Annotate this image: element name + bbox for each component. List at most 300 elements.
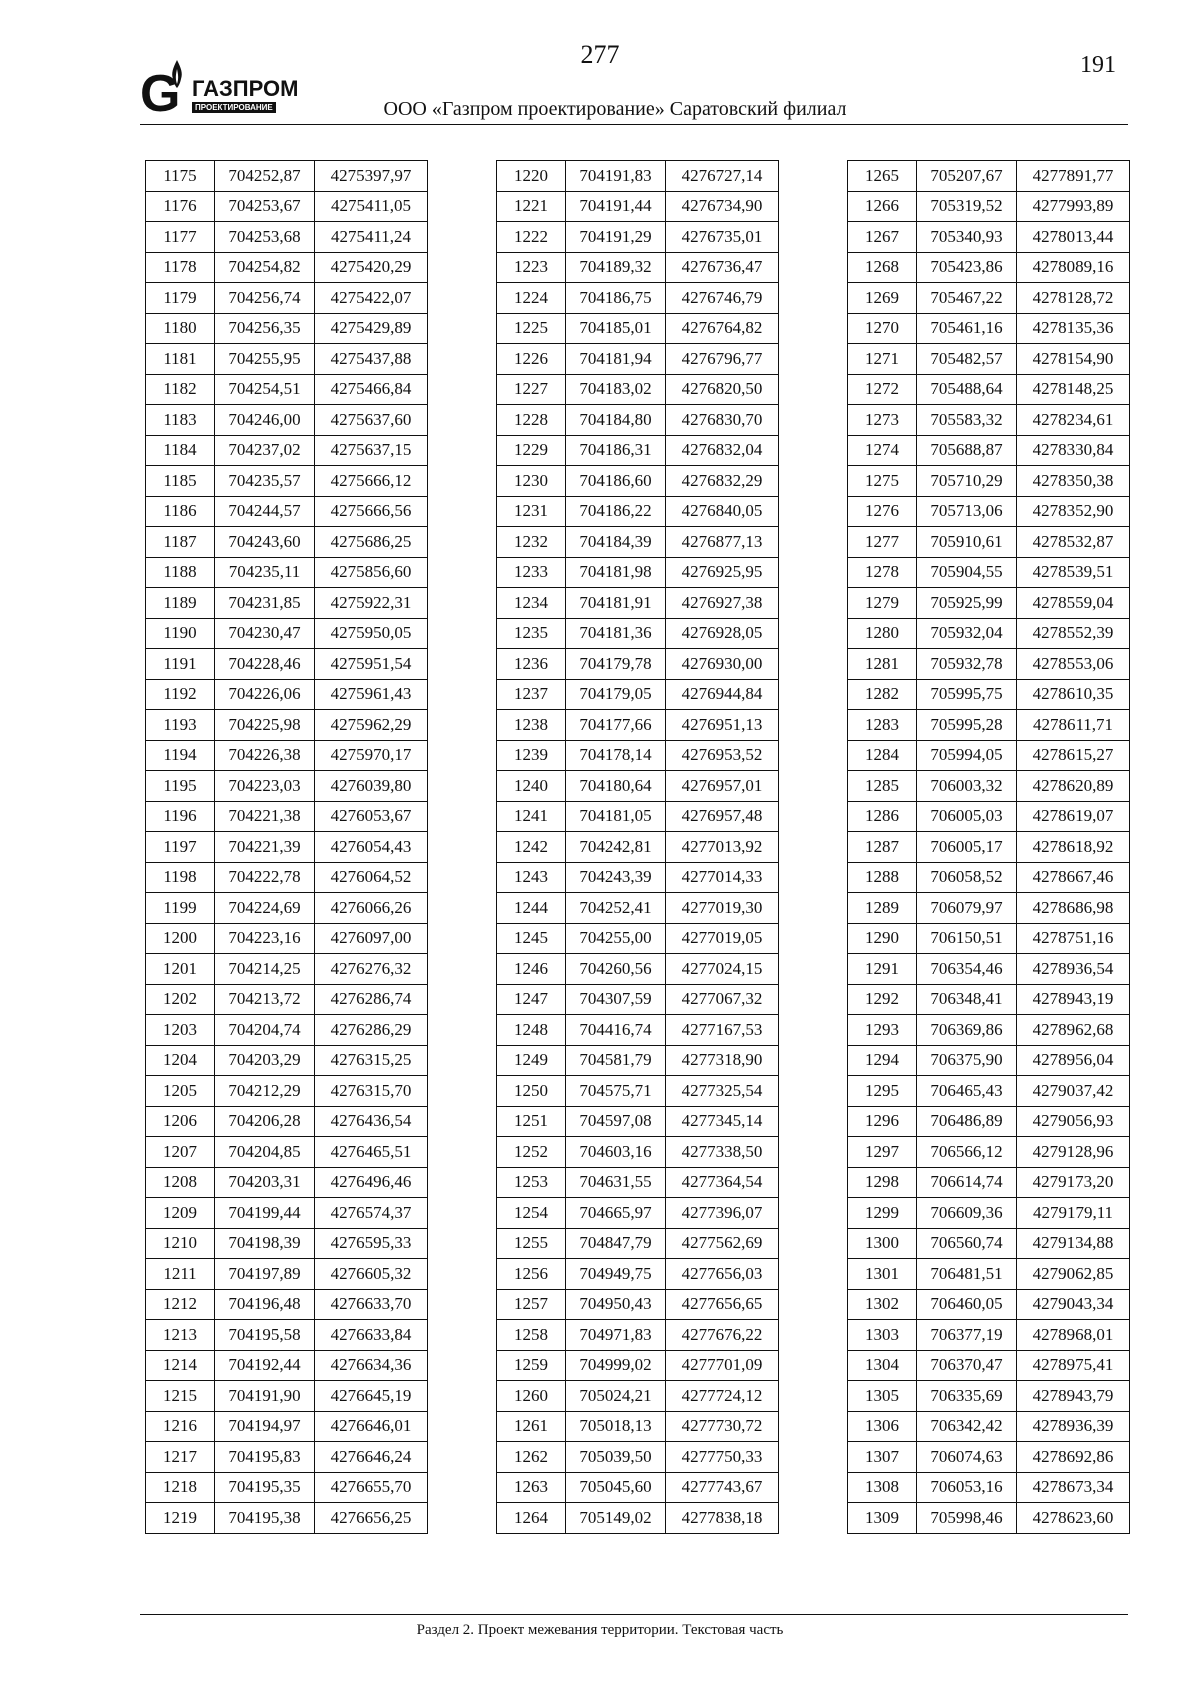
point-number-cell: 1275	[848, 466, 917, 497]
y-coordinate-cell: 4276944,84	[666, 679, 779, 710]
point-number-cell: 1285	[848, 771, 917, 802]
y-coordinate-cell: 4275970,17	[315, 740, 428, 771]
x-coordinate-cell: 705710,29	[917, 466, 1017, 497]
table-row	[146, 191, 428, 222]
point-number-cell: 1262	[497, 1442, 566, 1473]
table-row	[146, 252, 428, 283]
y-coordinate-cell: 4276734,90	[666, 191, 779, 222]
y-coordinate-cell: 4278610,35	[1017, 679, 1130, 710]
x-coordinate-cell: 704254,51	[215, 374, 315, 405]
x-coordinate-cell: 705925,99	[917, 588, 1017, 619]
x-coordinate-cell: 704255,95	[215, 344, 315, 375]
point-number-cell: 1208	[146, 1167, 215, 1198]
y-coordinate-cell: 4276832,29	[666, 466, 779, 497]
x-coordinate-cell: 704212,29	[215, 1076, 315, 1107]
y-coordinate-cell: 4276066,26	[315, 893, 428, 924]
y-coordinate-cell: 4277676,22	[666, 1320, 779, 1351]
y-coordinate-cell: 4276605,32	[315, 1259, 428, 1290]
x-coordinate-cell: 704206,28	[215, 1106, 315, 1137]
table-row	[146, 984, 428, 1015]
table-row	[146, 649, 428, 680]
point-number-cell: 1294	[848, 1045, 917, 1076]
table-row	[848, 435, 1130, 466]
point-number-cell: 1202	[146, 984, 215, 1015]
point-number-cell: 1265	[848, 161, 917, 192]
table-row	[146, 954, 428, 985]
point-number-cell: 1214	[146, 1350, 215, 1381]
table-row	[146, 496, 428, 527]
table-row	[497, 374, 779, 405]
point-number-cell: 1305	[848, 1381, 917, 1412]
y-coordinate-cell: 4278552,39	[1017, 618, 1130, 649]
x-coordinate-cell: 704195,58	[215, 1320, 315, 1351]
y-coordinate-cell: 4279179,11	[1017, 1198, 1130, 1229]
table-row	[146, 161, 428, 192]
y-coordinate-cell: 4276633,84	[315, 1320, 428, 1351]
table-row	[146, 1259, 428, 1290]
x-coordinate-cell: 705904,55	[917, 557, 1017, 588]
y-coordinate-cell: 4277750,33	[666, 1442, 779, 1473]
table-row	[146, 862, 428, 893]
x-coordinate-cell: 704242,81	[566, 832, 666, 863]
table-row	[848, 344, 1130, 375]
y-coordinate-cell: 4278618,92	[1017, 832, 1130, 863]
point-number-cell: 1228	[497, 405, 566, 436]
logo-name: ГАЗПРОМ	[192, 76, 299, 101]
table-row	[497, 252, 779, 283]
x-coordinate-cell: 704186,60	[566, 466, 666, 497]
y-coordinate-cell: 4275466,84	[315, 374, 428, 405]
point-number-cell: 1201	[146, 954, 215, 985]
y-coordinate-cell: 4278615,27	[1017, 740, 1130, 771]
point-number-cell: 1190	[146, 618, 215, 649]
table-row	[146, 1228, 428, 1259]
x-coordinate-cell: 706486,89	[917, 1106, 1017, 1137]
table-row	[848, 1381, 1130, 1412]
x-coordinate-cell: 704214,25	[215, 954, 315, 985]
table-row	[848, 893, 1130, 924]
point-number-cell: 1191	[146, 649, 215, 680]
point-number-cell: 1276	[848, 496, 917, 527]
y-coordinate-cell: 4278559,04	[1017, 588, 1130, 619]
organization-name: ООО «Газпром проектирование» Саратовский филиал	[383, 98, 847, 120]
point-number-cell: 1291	[848, 954, 917, 985]
table-row	[497, 1442, 779, 1473]
y-coordinate-cell: 4278619,07	[1017, 801, 1130, 832]
y-coordinate-cell: 4278539,51	[1017, 557, 1130, 588]
point-number-cell: 1207	[146, 1137, 215, 1168]
point-number-cell: 1200	[146, 923, 215, 954]
table-row	[146, 832, 428, 863]
y-coordinate-cell: 4276276,32	[315, 954, 428, 985]
table-row	[848, 771, 1130, 802]
point-number-cell: 1230	[497, 466, 566, 497]
table-row	[848, 252, 1130, 283]
logo-g-glyph: G	[140, 65, 181, 123]
point-number-cell: 1212	[146, 1289, 215, 1320]
point-number-cell: 1237	[497, 679, 566, 710]
x-coordinate-cell: 705488,64	[917, 374, 1017, 405]
x-coordinate-cell: 706369,86	[917, 1015, 1017, 1046]
table-row	[497, 1381, 779, 1412]
table-row	[497, 679, 779, 710]
x-coordinate-cell: 704186,31	[566, 435, 666, 466]
y-coordinate-cell: 4277701,09	[666, 1350, 779, 1381]
y-coordinate-cell: 4276957,48	[666, 801, 779, 832]
point-number-cell: 1197	[146, 832, 215, 863]
y-coordinate-cell: 4279043,34	[1017, 1289, 1130, 1320]
point-number-cell: 1220	[497, 161, 566, 192]
x-coordinate-cell: 704575,71	[566, 1076, 666, 1107]
x-coordinate-cell: 706005,17	[917, 832, 1017, 863]
y-coordinate-cell: 4276832,04	[666, 435, 779, 466]
table-row	[497, 588, 779, 619]
y-coordinate-cell: 4276951,13	[666, 710, 779, 741]
y-coordinate-cell: 4279134,88	[1017, 1228, 1130, 1259]
x-coordinate-cell: 704581,79	[566, 1045, 666, 1076]
x-coordinate-cell: 705995,75	[917, 679, 1017, 710]
footer-text: Раздел 2. Проект межевания территории. Текстовая часть	[416, 1622, 784, 1638]
x-coordinate-cell: 704179,78	[566, 649, 666, 680]
y-coordinate-cell: 4278623,60	[1017, 1503, 1130, 1534]
y-coordinate-cell: 4277345,14	[666, 1106, 779, 1137]
x-coordinate-cell: 704195,83	[215, 1442, 315, 1473]
point-number-cell: 1186	[146, 496, 215, 527]
table-row	[497, 222, 779, 253]
y-coordinate-cell: 4277396,07	[666, 1198, 779, 1229]
y-coordinate-cell: 4276727,14	[666, 161, 779, 192]
table-row	[848, 1045, 1130, 1076]
table-row	[497, 1411, 779, 1442]
point-number-cell: 1292	[848, 984, 917, 1015]
x-coordinate-cell: 704204,85	[215, 1137, 315, 1168]
point-number-cell: 1238	[497, 710, 566, 741]
table-row	[848, 1106, 1130, 1137]
x-coordinate-cell: 704665,97	[566, 1198, 666, 1229]
y-coordinate-cell: 4276957,01	[666, 771, 779, 802]
table-row	[146, 1106, 428, 1137]
table-row	[497, 1045, 779, 1076]
y-coordinate-cell: 4276064,52	[315, 862, 428, 893]
table-row	[146, 405, 428, 436]
table-row	[497, 527, 779, 558]
point-number-cell: 1245	[497, 923, 566, 954]
table-row	[497, 1106, 779, 1137]
y-coordinate-cell: 4276746,79	[666, 283, 779, 314]
table-row	[848, 527, 1130, 558]
table-row	[497, 1167, 779, 1198]
y-coordinate-cell: 4275429,89	[315, 313, 428, 344]
point-number-cell: 1257	[497, 1289, 566, 1320]
table-row	[497, 710, 779, 741]
point-number-cell: 1307	[848, 1442, 917, 1473]
x-coordinate-cell: 705998,46	[917, 1503, 1017, 1534]
footer-divider	[140, 1614, 1128, 1615]
point-number-cell: 1196	[146, 801, 215, 832]
point-number-cell: 1227	[497, 374, 566, 405]
table-row	[848, 1472, 1130, 1503]
table-row	[497, 1015, 779, 1046]
x-coordinate-cell: 704183,02	[566, 374, 666, 405]
table-row	[146, 740, 428, 771]
y-coordinate-cell: 4278620,89	[1017, 771, 1130, 802]
y-coordinate-cell: 4278943,79	[1017, 1381, 1130, 1412]
table-row	[848, 1015, 1130, 1046]
table-row	[497, 649, 779, 680]
table-row	[848, 313, 1130, 344]
point-number-cell: 1281	[848, 649, 917, 680]
table-row	[146, 1198, 428, 1229]
x-coordinate-cell: 705423,86	[917, 252, 1017, 283]
point-number-cell: 1260	[497, 1381, 566, 1412]
x-coordinate-cell: 704226,06	[215, 679, 315, 710]
point-number-cell: 1231	[497, 496, 566, 527]
point-number-cell: 1241	[497, 801, 566, 832]
x-coordinate-cell: 706609,36	[917, 1198, 1017, 1229]
x-coordinate-cell: 705467,22	[917, 283, 1017, 314]
y-coordinate-cell: 4276953,52	[666, 740, 779, 771]
y-coordinate-cell: 4276465,51	[315, 1137, 428, 1168]
table-row	[146, 435, 428, 466]
x-coordinate-cell: 704221,39	[215, 832, 315, 863]
table-row	[146, 1167, 428, 1198]
point-number-cell: 1199	[146, 893, 215, 924]
x-coordinate-cell: 704226,38	[215, 740, 315, 771]
x-coordinate-cell: 704199,44	[215, 1198, 315, 1229]
x-coordinate-cell: 704235,57	[215, 466, 315, 497]
point-number-cell: 1218	[146, 1472, 215, 1503]
y-coordinate-cell: 4276634,36	[315, 1350, 428, 1381]
x-coordinate-cell: 704416,74	[566, 1015, 666, 1046]
x-coordinate-cell: 704243,60	[215, 527, 315, 558]
y-coordinate-cell: 4275397,97	[315, 161, 428, 192]
y-coordinate-cell: 4277364,54	[666, 1167, 779, 1198]
point-number-cell: 1224	[497, 283, 566, 314]
y-coordinate-cell: 4278148,25	[1017, 374, 1130, 405]
point-number-cell: 1193	[146, 710, 215, 741]
point-number-cell: 1219	[146, 1503, 215, 1534]
table-row	[848, 222, 1130, 253]
x-coordinate-cell: 705024,21	[566, 1381, 666, 1412]
y-coordinate-cell: 4277019,30	[666, 893, 779, 924]
y-coordinate-cell: 4275951,54	[315, 649, 428, 680]
x-coordinate-cell: 705713,06	[917, 496, 1017, 527]
x-coordinate-cell: 704221,38	[215, 801, 315, 832]
point-number-cell: 1205	[146, 1076, 215, 1107]
y-coordinate-cell: 4275962,29	[315, 710, 428, 741]
y-coordinate-cell: 4278128,72	[1017, 283, 1130, 314]
x-coordinate-cell: 704191,29	[566, 222, 666, 253]
x-coordinate-cell: 705910,61	[917, 527, 1017, 558]
y-coordinate-cell: 4276764,82	[666, 313, 779, 344]
x-coordinate-cell: 705932,04	[917, 618, 1017, 649]
y-coordinate-cell: 4278667,46	[1017, 862, 1130, 893]
table-row	[497, 618, 779, 649]
table-row	[848, 923, 1130, 954]
table-row	[146, 1442, 428, 1473]
table-row	[848, 588, 1130, 619]
point-number-cell: 1221	[497, 191, 566, 222]
x-coordinate-cell: 704179,05	[566, 679, 666, 710]
y-coordinate-cell: 4278956,04	[1017, 1045, 1130, 1076]
table-row	[848, 496, 1130, 527]
table-row	[848, 649, 1130, 680]
point-number-cell: 1252	[497, 1137, 566, 1168]
point-number-cell: 1213	[146, 1320, 215, 1351]
table-row	[146, 1289, 428, 1320]
y-coordinate-cell: 4276436,54	[315, 1106, 428, 1137]
x-coordinate-cell: 704949,75	[566, 1259, 666, 1290]
y-coordinate-cell: 4275637,15	[315, 435, 428, 466]
point-number-cell: 1306	[848, 1411, 917, 1442]
point-number-cell: 1175	[146, 161, 215, 192]
table-row	[497, 832, 779, 863]
x-coordinate-cell: 704198,39	[215, 1228, 315, 1259]
x-coordinate-cell: 705932,78	[917, 649, 1017, 680]
table-row	[497, 1137, 779, 1168]
x-coordinate-cell: 704260,56	[566, 954, 666, 985]
point-number-cell: 1289	[848, 893, 917, 924]
point-number-cell: 1232	[497, 527, 566, 558]
x-coordinate-cell: 704603,16	[566, 1137, 666, 1168]
point-number-cell: 1304	[848, 1350, 917, 1381]
y-coordinate-cell: 4278962,68	[1017, 1015, 1130, 1046]
table-row	[497, 801, 779, 832]
table-row	[146, 893, 428, 924]
table-row	[848, 1167, 1130, 1198]
y-coordinate-cell: 4278135,36	[1017, 313, 1130, 344]
point-number-cell: 1223	[497, 252, 566, 283]
y-coordinate-cell: 4276796,77	[666, 344, 779, 375]
y-coordinate-cell: 4276633,70	[315, 1289, 428, 1320]
x-coordinate-cell: 704191,90	[215, 1381, 315, 1412]
point-number-cell: 1268	[848, 252, 917, 283]
x-coordinate-cell: 706566,12	[917, 1137, 1017, 1168]
y-coordinate-cell: 4277891,77	[1017, 161, 1130, 192]
point-number-cell: 1240	[497, 771, 566, 802]
point-number-cell: 1282	[848, 679, 917, 710]
point-number-cell: 1206	[146, 1106, 215, 1137]
table-row	[848, 1442, 1130, 1473]
y-coordinate-cell: 4279037,42	[1017, 1076, 1130, 1107]
y-coordinate-cell: 4276053,67	[315, 801, 428, 832]
x-coordinate-cell: 704253,68	[215, 222, 315, 253]
x-coordinate-cell: 704228,46	[215, 649, 315, 680]
y-coordinate-cell: 4276315,25	[315, 1045, 428, 1076]
point-number-cell: 1187	[146, 527, 215, 558]
table-row	[848, 1259, 1130, 1290]
coordinates-table-1	[145, 160, 428, 1534]
table-row	[146, 1503, 428, 1534]
x-coordinate-cell: 704196,48	[215, 1289, 315, 1320]
table-row	[497, 862, 779, 893]
table-row	[146, 771, 428, 802]
y-coordinate-cell: 4276646,01	[315, 1411, 428, 1442]
x-coordinate-cell: 704203,31	[215, 1167, 315, 1198]
x-coordinate-cell: 704235,11	[215, 557, 315, 588]
y-coordinate-cell: 4275411,05	[315, 191, 428, 222]
y-coordinate-cell: 4276039,80	[315, 771, 428, 802]
point-number-cell: 1177	[146, 222, 215, 253]
y-coordinate-cell: 4276054,43	[315, 832, 428, 863]
table-row	[848, 374, 1130, 405]
y-coordinate-cell: 4277724,12	[666, 1381, 779, 1412]
table-row	[146, 374, 428, 405]
point-number-cell: 1180	[146, 313, 215, 344]
point-number-cell: 1288	[848, 862, 917, 893]
y-coordinate-cell: 4276925,95	[666, 557, 779, 588]
point-number-cell: 1253	[497, 1167, 566, 1198]
table-row	[497, 1320, 779, 1351]
y-coordinate-cell: 4277743,67	[666, 1472, 779, 1503]
point-number-cell: 1274	[848, 435, 917, 466]
x-coordinate-cell: 704178,14	[566, 740, 666, 771]
table-row	[497, 191, 779, 222]
table-row	[497, 954, 779, 985]
y-coordinate-cell: 4277656,65	[666, 1289, 779, 1320]
y-coordinate-cell: 4275420,29	[315, 252, 428, 283]
table-row	[497, 1350, 779, 1381]
x-coordinate-cell: 704237,02	[215, 435, 315, 466]
x-coordinate-cell: 704254,82	[215, 252, 315, 283]
x-coordinate-cell: 706058,52	[917, 862, 1017, 893]
table-row	[848, 984, 1130, 1015]
table-row	[848, 710, 1130, 741]
table-row	[848, 740, 1130, 771]
table-row	[848, 1076, 1130, 1107]
y-coordinate-cell: 4275922,31	[315, 588, 428, 619]
point-number-cell: 1250	[497, 1076, 566, 1107]
coordinates-table-3	[847, 160, 1130, 1534]
table-row	[146, 1076, 428, 1107]
table-row	[146, 1472, 428, 1503]
point-number-cell: 1233	[497, 557, 566, 588]
table-row	[497, 1076, 779, 1107]
point-number-cell: 1271	[848, 344, 917, 375]
table-row	[146, 923, 428, 954]
x-coordinate-cell: 704181,05	[566, 801, 666, 832]
y-coordinate-cell: 4276097,00	[315, 923, 428, 954]
table-row	[848, 618, 1130, 649]
y-coordinate-cell: 4278154,90	[1017, 344, 1130, 375]
table-row	[848, 466, 1130, 497]
x-coordinate-cell: 704971,83	[566, 1320, 666, 1351]
point-number-cell: 1261	[497, 1411, 566, 1442]
point-number-cell: 1246	[497, 954, 566, 985]
x-coordinate-cell: 704203,29	[215, 1045, 315, 1076]
x-coordinate-cell: 706003,32	[917, 771, 1017, 802]
table-row	[848, 1320, 1130, 1351]
y-coordinate-cell: 4277014,33	[666, 862, 779, 893]
x-coordinate-cell: 706560,74	[917, 1228, 1017, 1259]
x-coordinate-cell: 705045,60	[566, 1472, 666, 1503]
x-coordinate-cell: 704223,16	[215, 923, 315, 954]
table-row	[848, 161, 1130, 192]
table-row	[497, 740, 779, 771]
x-coordinate-cell: 705482,57	[917, 344, 1017, 375]
table-row	[848, 283, 1130, 314]
y-coordinate-cell: 4276830,70	[666, 405, 779, 436]
table-row	[497, 1289, 779, 1320]
y-coordinate-cell: 4279173,20	[1017, 1167, 1130, 1198]
x-coordinate-cell: 705149,02	[566, 1503, 666, 1534]
logo-subtitle: ПРОЕКТИРОВАНИЕ	[192, 102, 276, 113]
x-coordinate-cell: 704186,22	[566, 496, 666, 527]
point-number-cell: 1222	[497, 222, 566, 253]
table-row	[497, 466, 779, 497]
y-coordinate-cell: 4276820,50	[666, 374, 779, 405]
y-coordinate-cell: 4277562,69	[666, 1228, 779, 1259]
